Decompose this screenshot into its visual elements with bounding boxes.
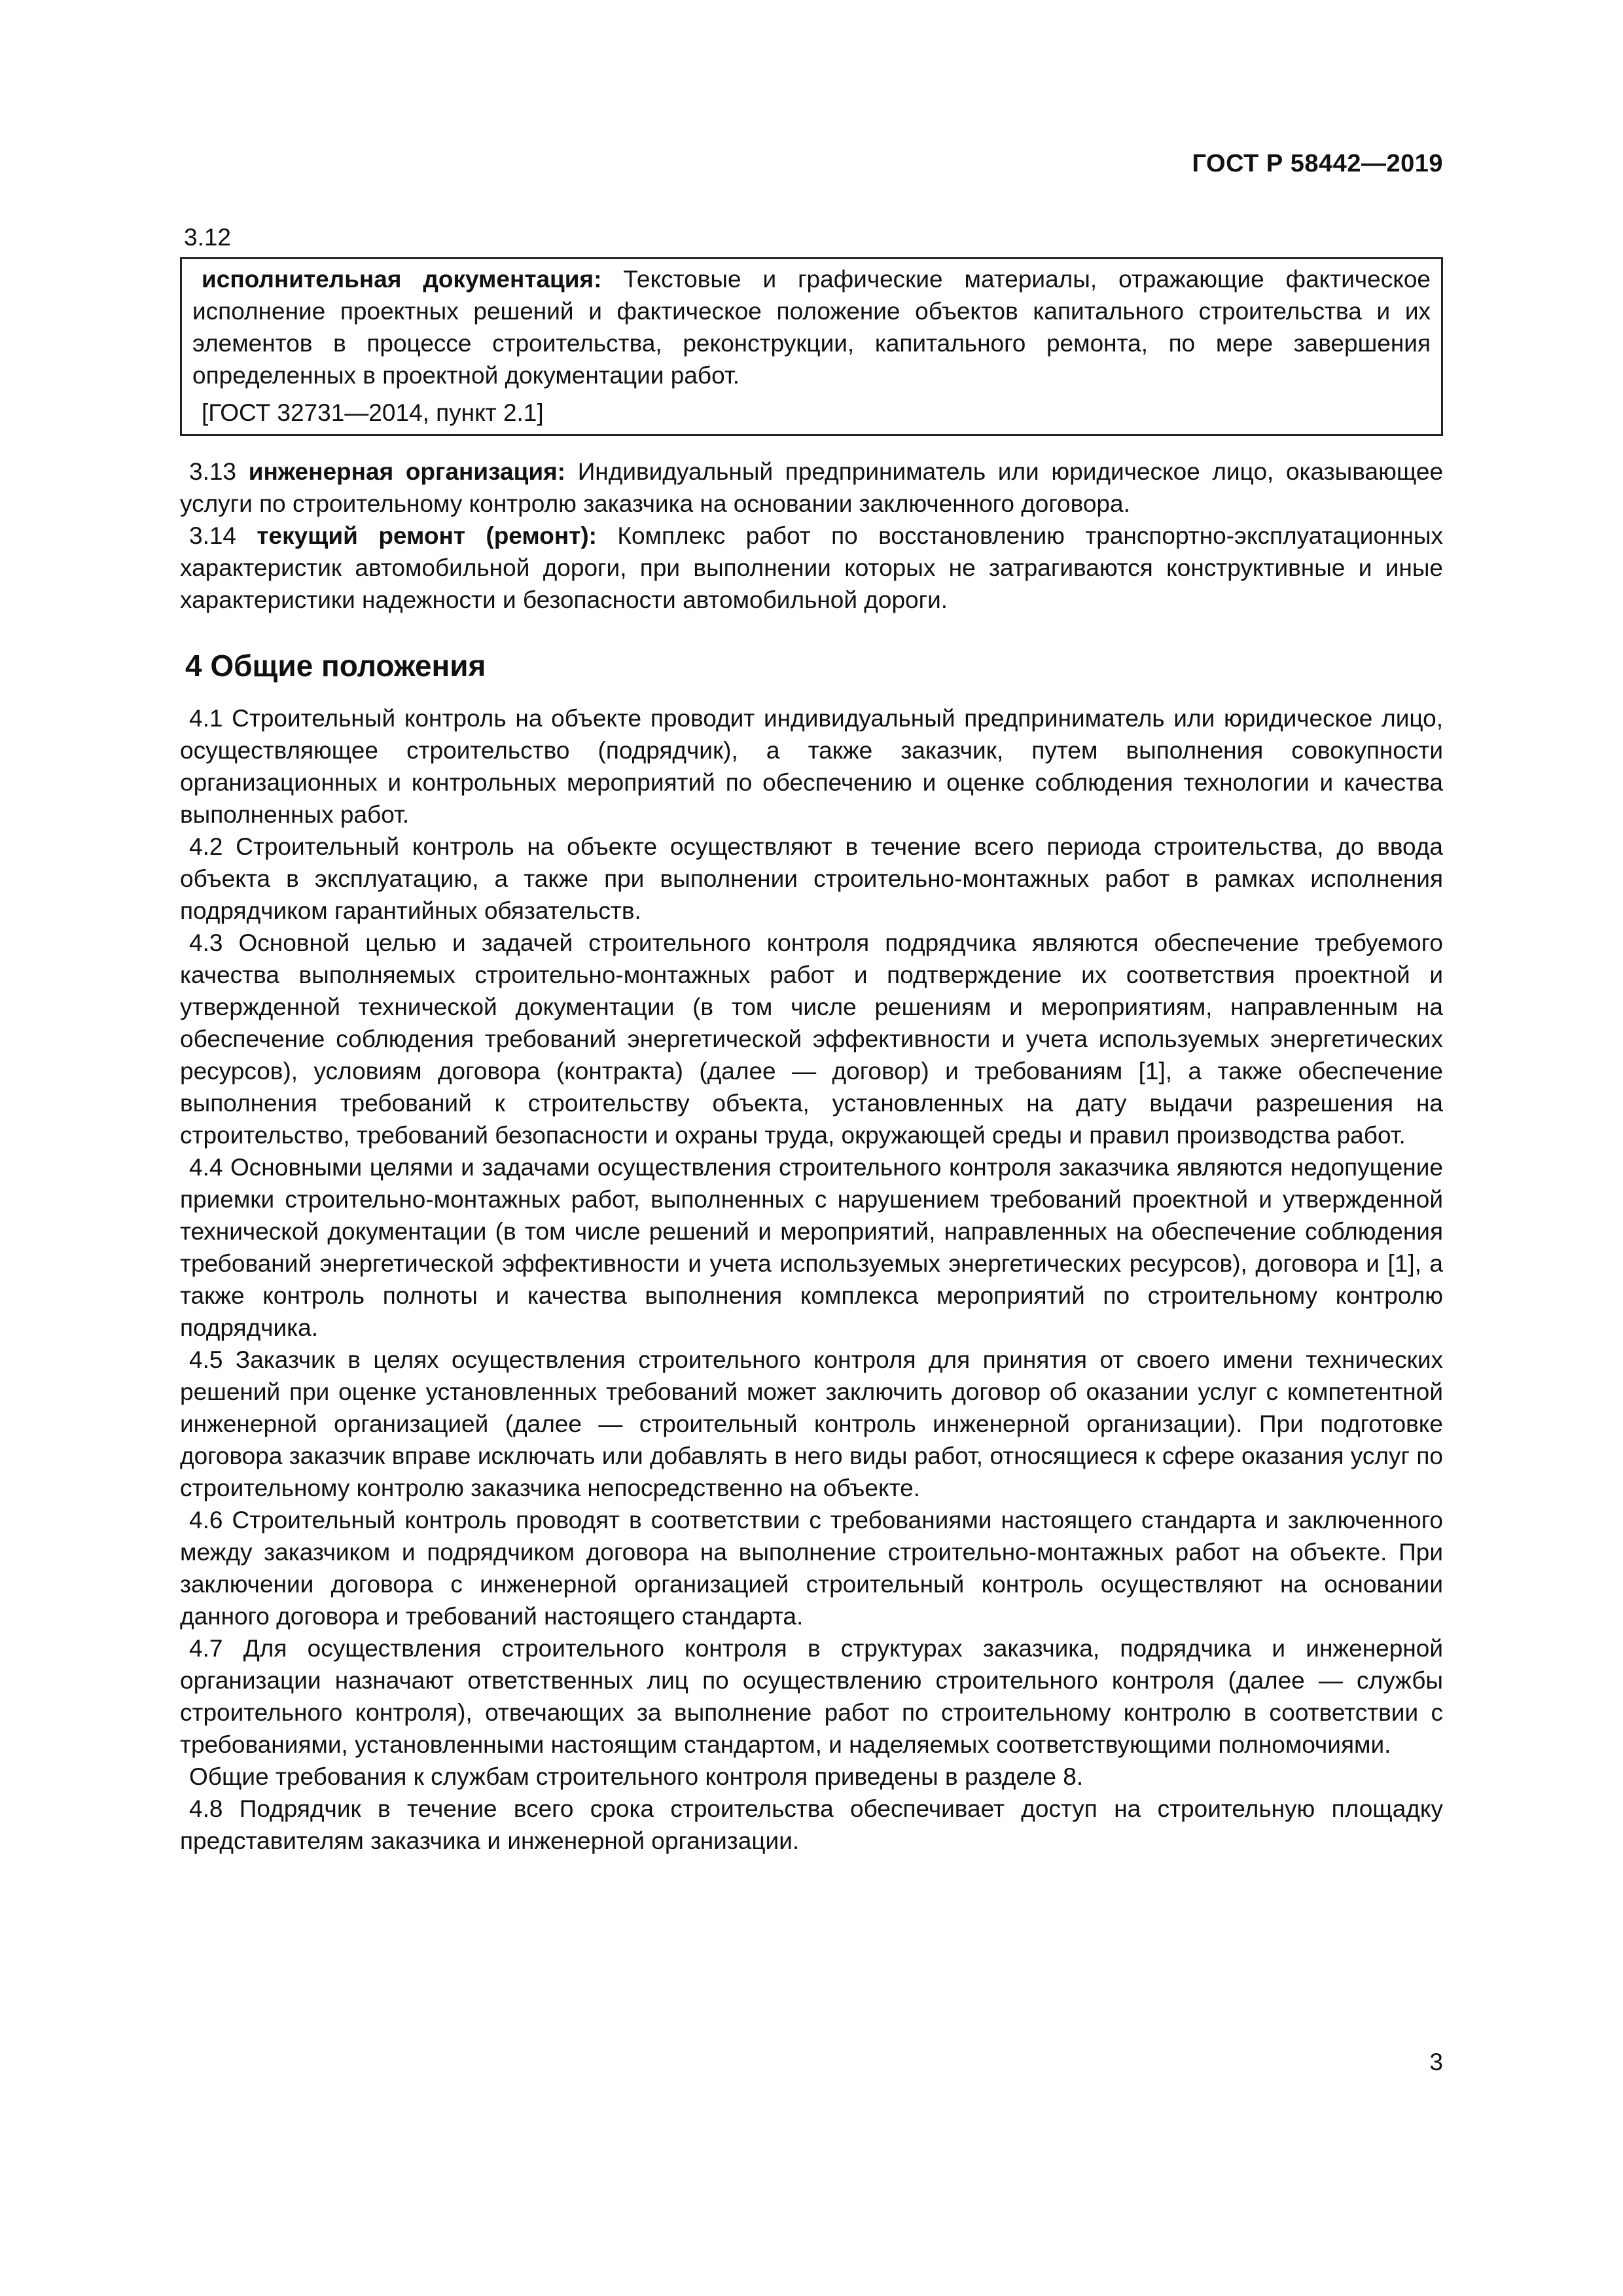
definition-box — [180, 257, 1443, 436]
term-3-14-definition: Комплекс работ по восстановлению транспортно-эксплуатационных характеристик автомобильной дороги, при выполнении которых не затрагиваются конструктивные и иные характеристики надежности и безопасности автомобильной дороги. — [180, 522, 1443, 613]
term-3-12-term: исполнительная документация: — [202, 266, 602, 293]
page-content — [180, 221, 1443, 1857]
paragraph-4-6: 4.6 Строительный контроль проводят в соответствии с требованиями настоящего стандарта и заключенного между заказчиком и подрядчиком договора на выполнение строительно-монтажных работ на объекте. При заключении договора с инженерной организацией строительный контроль осуществляют на основании данного договора и требований настоящего стандарта. — [180, 1507, 1443, 1630]
paragraph-4-7-note: Общие требования к службам строительного контроля приведены в разделе 8. — [189, 1763, 1084, 1790]
paragraph-4-3: 4.3 Основной целью и задачей строительного контроля подрядчика являются обеспечение требуемого качества выполняемых строительно-монтажных работ и подтверждение их соответствия проектной и утвержденной технической документации (в том числе решениям и мероприятиям, направленным на обеспечение соблюдения требований энергетической эффективности и учета используемых энергетических ресурсов), условиям договора (контракта) (далее — договор) и требованиям [1], а также обеспечение выполнения требований к строительству объекта, установленных на дату выдачи разрешения на строительство, требований безопасности и охраны труда, окружающей среды и правил производства работ. — [180, 929, 1443, 1149]
paragraph-4-8: 4.8 Подрядчик в течение всего срока строительства обеспечивает доступ на строительную площадку представителям заказчика и инженерной организации. — [180, 1795, 1443, 1854]
paragraph-4-5: 4.5 Заказчик в целях осуществления строительного контроля для принятия от своего имени технических решений при оценке установленных требований может заключить договор об оказании услуг с компетентной инженерной организацией (далее — строительный контроль инженерной организации). При подготовке договора заказчик вправе исключать или добавлять в него виды работ, относящиеся к сфере оказания услуг по строительному контролю заказчика непосредственно на объекте. — [180, 1346, 1443, 1501]
paragraph-4-4: 4.4 Основными целями и задачами осуществления строительного контроля заказчика являются недопущение приемки строительно-монтажных работ, выполненных с нарушением требований проектной и утвержденной технической документации (в том числе решений и мероприятий, направленных на обеспечение соблюдения требований энергетической эффективности и учета используемых энергетических ресурсов), договора и [1], а также контроль полноты и качества выполнения комплекса мероприятий по строительному контролю подрядчика. — [180, 1154, 1443, 1341]
paragraph-4-2: 4.2 Строительный контроль на объекте осуществляют в течение всего периода строительства, до ввода объекта в эксплуатацию, а также при выполнении строительно-монтажных работ в рамках исполнения подрядчиком гарантийных обязательств. — [180, 833, 1443, 924]
term-3-12-source: [ГОСТ 32731—2014, пункт 2.1] — [202, 399, 544, 426]
document-code: ГОСТ Р 58442—2019 — [1192, 150, 1443, 177]
section-4-title: 4 Общие положения — [185, 649, 486, 683]
term-3-12-text — [192, 263, 1431, 391]
term-3-12-number: 3.12 — [184, 224, 232, 251]
term-3-13-definition: Индивидуальный предприниматель или юридическое лицо, оказывающее услуги по строительному контролю заказчика на основании заключенного договора. — [180, 458, 1444, 517]
paragraph-4-1: 4.1 Строительный контроль на объекте проводит индивидуальный предприниматель или юридическое лицо, осуществляющее строительство (подрядчик), а также заказчик, путем выполнения совокупности организационных и контрольных мероприятий по обеспечению и оценке соблюдения технологии и качества выполненных работ. — [180, 705, 1443, 828]
term-3-14 — [180, 520, 1443, 616]
term-3-14-number: 3.14 — [189, 522, 237, 549]
term-3-12-definition: Текстовые и графические материалы, отражающие фактическое исполнение проектных решений и фактическое положение объектов капитального строительства и их элементов в процессе строительства, реконструкции, капитального ремонта, по мере завершения определенных в проектной документации работ. — [192, 266, 1431, 389]
term-3-13-term: инженерная организация: — [248, 458, 566, 485]
term-3-13 — [180, 456, 1443, 520]
term-3-13-number: 3.13 — [189, 458, 237, 485]
page-number: 3 — [1429, 2049, 1443, 2075]
term-3-14-term: текущий ремонт (ремонт): — [257, 522, 597, 549]
paragraph-4-7: 4.7 Для осуществления строительного контроля в структурах заказчика, подрядчика и инженерной организации назначают ответственных лиц по осуществлению строительного контроля (далее — службы строительного контроля), отвечающих за выполнение работ по строительному контролю в соответствии с требованиями, установленными настоящим стандартом, и наделяемых соответствующими полномочиями. — [180, 1635, 1443, 1758]
